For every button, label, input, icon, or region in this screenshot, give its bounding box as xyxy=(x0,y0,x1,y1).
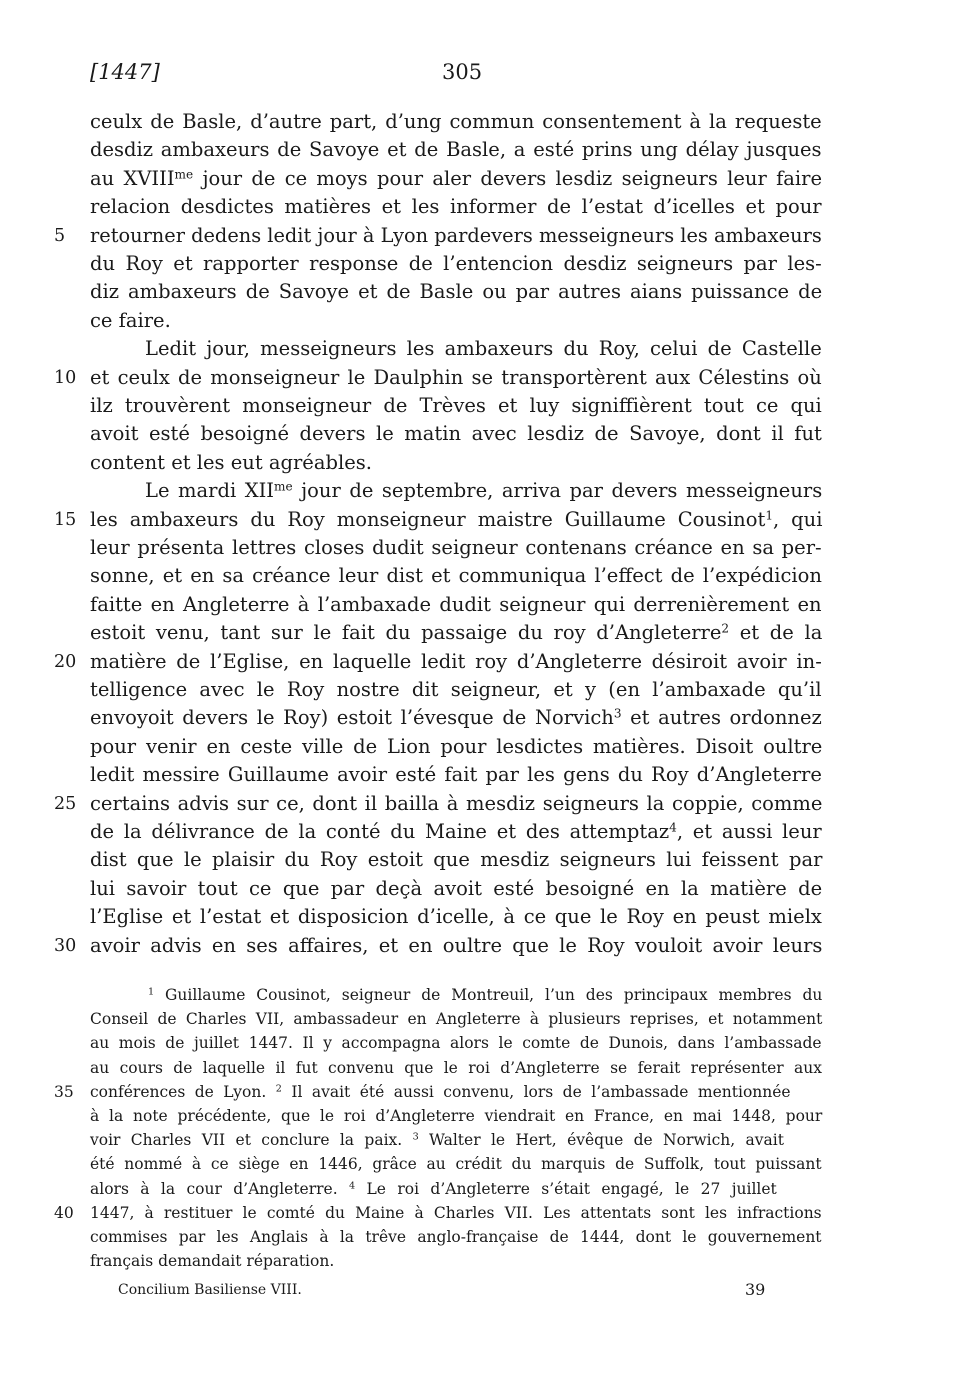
footnote-line: Conseil de Charles VII, ambassadeur en Angleterre à plusieurs reprises, et notamment xyxy=(90,1010,823,1029)
body-line: sonne, et en sa créance leur dist et communiqua l’effect de l’expédicion xyxy=(90,564,822,588)
line-number: 25 xyxy=(54,793,77,814)
body-line: les ambaxeurs du Roy monseigneur maistre Guillaume Cousinot$^1$, qui xyxy=(90,507,823,531)
footnote-line: au mois de juillet 1447. Il y accompagna alors le comte de Dunois, dans l’ambassade xyxy=(90,1034,822,1053)
body-line: relacion desdictes matières et les informer de l’estat d’icelles et pour xyxy=(90,195,822,219)
body-line: dist que le plaisir du Roy estoit que mesdiz seigneurs lui feissent par xyxy=(90,848,823,872)
body-line: ce faire. xyxy=(90,308,171,332)
footnote-line: au cours de laquelle il fut convenu que le roi d’Angleterre se ferait représenter aux xyxy=(90,1058,822,1077)
body-line: Ledit jour, messeigneurs les ambaxeurs du Roy, celui de Castelle xyxy=(145,337,822,361)
line-number: 40 xyxy=(54,1203,74,1222)
line-number: 10 xyxy=(54,367,77,388)
body-line: certains advis sur ce, dont il bailla à mesdiz seigneurs la coppie, comme xyxy=(90,791,823,815)
body-line: matière de l’Eglise, en laquelle ledit roy d’Angleterre désiroit avoir in- xyxy=(90,649,822,673)
body-line: pour venir en ceste ville de Lion pour lesdictes matières. Disoit oultre xyxy=(90,734,823,758)
footnote-line: à la note précédente, que le roi d’Angleterre viendrait en France, en mai 1448, pour xyxy=(90,1107,823,1125)
body-line: desdiz ambaxeurs de Savoye et de Basle, a esté prins ung délay jusques xyxy=(90,138,822,162)
footnote-line: $^1$ Guillaume Cousinot, seigneur de Montreuil, l’un des principaux membres du xyxy=(148,986,823,1004)
body-line: ledit messire Guillaume avoir esté fait par les gens du Roy d’Angleterre xyxy=(90,763,822,787)
body-line: retourner dedens ledit jour à Lyon pardevers messeigneurs les ambaxeurs xyxy=(90,223,822,247)
footnote-line: alors à la cour d’Angleterre. $^4$ Le roi d’Angleterre s’était engagé, le 27 juillet xyxy=(90,1179,777,1198)
body-line: de la délivrance de la conté du Maine et des attemptaz$^4$, et aussi leur xyxy=(90,820,822,843)
body-line: lui savoir tout ce que par deçà avoit esté besoigné en la matière de xyxy=(90,876,823,900)
footnote-line: voir Charles VII et conclure la paix. $^3$ Walter le Hert, évêque de Norwich, avait xyxy=(90,1131,784,1150)
body-line: content et les eut agréables. xyxy=(90,450,372,474)
body-line: et ceulx de monseigneur le Daulphin se transportèrent aux Célestins où xyxy=(90,365,822,389)
footnote-line: 1447, à restituer le comté du Maine à Charles VII. Les attentats sont les infractions xyxy=(90,1203,822,1222)
running-head-year: [1447] xyxy=(90,60,160,84)
body-line: avoit esté besoigné devers le matin avec lesdiz de Savoye, dont il fut xyxy=(90,422,822,446)
body-line: du Roy et rapporter response de l’entencion desdiz seigneurs par les- xyxy=(90,252,822,275)
footnote-line: été nommé à ce siège en 1446, grâce au crédit du marquis de Suffolk, tout puissant xyxy=(90,1155,822,1174)
body-line: faitte en Angleterre à l’ambaxade dudit seigneur qui derrenièrement en xyxy=(90,592,822,616)
body-line: avoir advis en ses affaires, et en oultre que le Roy vouloit avoir leurs xyxy=(90,933,823,957)
body-line: au $XVIII^{me}$ jour de ce moys pour aler devers lesdiz seigneurs leur faire xyxy=(90,166,823,190)
line-number: 30 xyxy=(54,935,77,956)
body-line: ceulx de Basle, d’autre part, d’ung commun consentement à la requeste xyxy=(90,110,822,133)
body-line: l’Eglise et l’estat et disposicion d’icelle, à ce que le Roy en peust mielx xyxy=(90,905,822,929)
line-number: 15 xyxy=(54,509,77,530)
footnote-line: français demandait réparation. xyxy=(90,1252,335,1271)
body-line: estoit venu, tant sur le fait du passaige du roy d’Angleterre$^2$ et de la xyxy=(90,621,823,645)
page-number: 305 xyxy=(442,60,483,84)
line-number: 20 xyxy=(54,651,77,672)
line-number: 35 xyxy=(54,1082,74,1101)
body-line: envoyoit devers le Roy) estoit l’évesque de Norvich$^3$ et autres ordonnez xyxy=(90,706,822,730)
body-line: leur présenta lettres closes dudit seigneur contenans créance en sa per- xyxy=(90,536,822,559)
footnote-line: conférences de Lyon. $^2$ Il avait été aussi convenu, lors de l’ambassade mentionnée xyxy=(90,1082,791,1101)
footer-source: Concilium Basiliense VIII. xyxy=(118,1282,302,1298)
body-line: telligence avec le Roy nostre dit seigneur, et y (en l’ambaxade qu’il xyxy=(90,678,822,701)
signature-mark: 39 xyxy=(745,1280,766,1299)
body-line: diz ambaxeurs de Savoye et de Basle ou par autres aians puissance de xyxy=(90,280,823,304)
body-line: ilz trouvèrent monseigneur de Trèves et luy signiffièrent tout ce qui xyxy=(90,394,822,417)
body-line: Le mardi $XII^{me}$ jour de septembre, arriva par devers messeigneurs xyxy=(145,479,823,503)
footnote-line: commises par les Anglais à la trêve anglo-française de 1444, dont le gouvernement xyxy=(90,1228,822,1246)
line-number: 5 xyxy=(54,225,66,246)
